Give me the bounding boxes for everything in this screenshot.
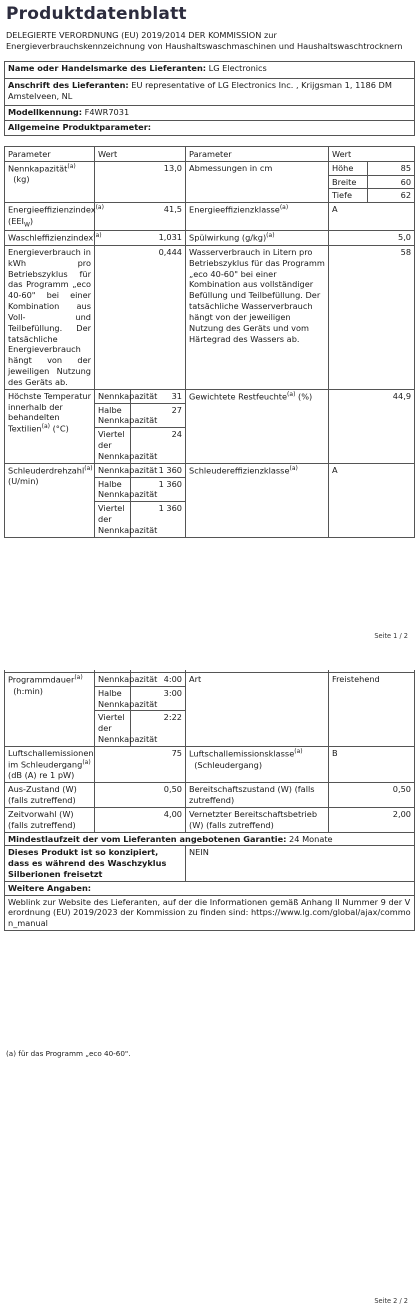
height-label: Höhe xyxy=(329,161,368,175)
noise-class-label-cell: Luftschallemissionsklasse$^{(a)}$ (Schleudergang) xyxy=(186,746,329,782)
rinse-value: 5,0 xyxy=(329,231,415,246)
eei-label-cell: Energieeffizienzindex$^{(a)}$ $(EEI_W)$ xyxy=(5,203,95,231)
depth-value: 62 xyxy=(368,189,415,203)
noise-class-value: B xyxy=(329,746,415,782)
networked-standby-value: 2,00 xyxy=(329,807,415,832)
prog-half-value: 3:00 xyxy=(131,686,186,711)
delay-start-label: Zeitvorwahl (W) (falls zutreffend) xyxy=(5,807,95,832)
silver-ions-label: Dieses Produkt ist so konzipiert, dass es während des Waschzyklus Silberionen freisetzt xyxy=(5,846,186,881)
prog-half-label: Halbe Nennkapazität xyxy=(95,686,131,711)
energy-consumption-value: 0,444 xyxy=(95,245,186,389)
standby-value: 0,50 xyxy=(329,783,415,808)
header-value-1: Wert xyxy=(95,147,186,162)
spin-class-label-cell: Schleudereffizienzklasse$^{(a)}$ xyxy=(186,463,329,537)
height-value: 85 xyxy=(368,161,415,175)
wash-index-value: 1,031 xyxy=(95,231,186,246)
guarantee-value: 24 Monate xyxy=(289,833,333,844)
spin-quarter-label: Viertel der Nennkapazität xyxy=(95,502,131,537)
params-table-page1 xyxy=(4,146,415,538)
further-info-label: Weitere Angaben: xyxy=(5,881,415,895)
type-value: Freistehend xyxy=(329,673,415,747)
noise-label-cell: Luftschallemissionen im Schleudergang$^{(a)}$ (dB (A) re 1 pW) xyxy=(5,746,95,782)
page-number-1: Seite 1 / 2 xyxy=(374,632,408,640)
spin-label-cell: Schleuderdrehzahl$^{(a)}$ (U/min) xyxy=(5,463,95,537)
spin-class-value: A xyxy=(329,463,415,537)
header-param-1: Parameter xyxy=(5,147,95,162)
document-title: Produktdatenblatt xyxy=(6,4,187,24)
spin-half-label: Halbe Nennkapazität xyxy=(95,477,131,502)
eei-value: 41,5 xyxy=(95,203,186,231)
off-mode-value: 0,50 xyxy=(95,783,186,808)
supplier-table xyxy=(4,61,415,136)
depth-label: Tiefe xyxy=(329,189,368,203)
capacity-label-cell: Nennkapazität$^{(a)}$ (kg) xyxy=(5,161,95,202)
model-label: Modellkennung: xyxy=(8,107,83,117)
model-value: F4WR7031 xyxy=(84,107,130,117)
energy-consumption-label: Energieverbrauch in kWh pro Betriebszyklus für das Programm „eco 40-60" bei einer Kombination aus Voll- und Teilbefüllung. Der tatsächliche Energieverbrauch hängt von der jeweiligen Nutzung des Geräts ab. xyxy=(5,245,95,389)
temp-full-label: Nennkapazität xyxy=(95,389,131,403)
header-param-2: Parameter xyxy=(186,147,329,162)
prog-quarter-label: Viertel der Nennkapazität xyxy=(95,711,131,746)
standby-label: Bereitschaftszustand (W) (falls zutreffend) xyxy=(186,783,329,808)
header-value-2: Wert xyxy=(329,147,415,162)
prog-full-value: 4:00 xyxy=(131,673,186,687)
supplier-address-label: Anschrift des Lieferanten: xyxy=(8,80,129,90)
guarantee-cell xyxy=(5,832,415,846)
silver-ions-value: NEIN xyxy=(186,846,415,881)
prog-quarter-value: 2:22 xyxy=(131,711,186,746)
temp-half-label: Halbe Nennkapazität xyxy=(95,403,131,428)
water-consumption-value: 58 xyxy=(329,245,415,389)
footnote: (a) für das Programm „eco 40-60". xyxy=(6,1049,131,1058)
supplier-name-value: LG Electronics xyxy=(208,63,267,73)
type-label: Art xyxy=(186,673,329,747)
water-consumption-label: Wasserverbrauch in Litern pro Betriebszyklus für das Programm „eco 40-60" bei einer Kombination aus vollständiger Befüllung und Teilbefüllung. Der tatsächliche Wasserverbrauch hängt von der jeweiligen Nutzung des Geräts und vom Härtegrad des Wassers ab. xyxy=(186,245,329,389)
temperature-label-cell: Höchste Temperatur innerhalb der behandelten Textilien$^{(a)}$ (°C) xyxy=(5,389,95,463)
capacity-value: 13,0 xyxy=(95,161,186,202)
params-table-page2 xyxy=(4,670,415,931)
energy-class-label-cell: Energieeffizienzklasse$^{(a)}$ xyxy=(186,203,329,231)
guarantee-label: Mindestlaufzeit der vom Lieferanten angebotenen Garantie: xyxy=(8,833,287,844)
supplier-name-label: Name oder Handelsmarke des Lieferanten: xyxy=(8,63,207,73)
page-break xyxy=(0,614,416,670)
wash-index-label-cell: Waschleffizienzindex$^{(a)}$ xyxy=(5,231,95,246)
program-duration-label-cell: Programmdauer$^{(a)}$ (h:min) xyxy=(5,673,95,747)
spin-half-value: 1 360 xyxy=(131,477,186,502)
moisture-label-cell: Gewichtete Restfeuchte$^{(a)}$ (%) xyxy=(186,389,329,463)
spin-quarter-value: 1 360 xyxy=(131,502,186,537)
regulation-text: DELEGIERTE VERORDNUNG (EU) 2019/2014 DER KOMMISSION zur Energieverbrauchskennzeichnung von Haushaltswaschmaschinen und Haushaltswaschtrocknern xyxy=(6,30,403,51)
delay-start-value: 4,00 xyxy=(95,807,186,832)
weblink-text: Weblink zur Website des Lieferanten, auf der die Informationen gemäß Anhang II Nummer 9 der Verordnung (EU) 2019/2023 der Kommission zu finden sind: https://www.lg.com/global/ajax/common_manual xyxy=(5,895,415,930)
temp-quarter-label: Viertel der Nennkapazität xyxy=(95,428,131,463)
spin-full-value: 1 360 xyxy=(131,463,186,477)
dimensions-label: Abmessungen in cm xyxy=(186,161,329,202)
page-number-2: Seite 2 / 2 xyxy=(374,1297,408,1305)
spin-full-label: Nennkapazität xyxy=(95,463,131,477)
temp-quarter-value: 24 xyxy=(131,428,186,463)
supplier-address-value: EU representative of LG Electronics Inc. , Krijgsman 1, 1186 DM Amstelveen, NL xyxy=(8,80,392,101)
temp-half-value: 27 xyxy=(131,403,186,428)
moisture-value: 44,9 xyxy=(329,389,415,463)
general-params-label: Allgemeine Produktparameter: xyxy=(8,122,152,132)
width-value: 60 xyxy=(368,175,415,189)
temp-full-value: 31 xyxy=(131,389,186,403)
networked-standby-label: Vernetzter Bereitschaftsbetrieb (W) (falls zutreffend) xyxy=(186,807,329,832)
energy-class-value: A xyxy=(329,203,415,231)
width-label: Breite xyxy=(329,175,368,189)
off-mode-label: Aus-Zustand (W) (falls zutreffend) xyxy=(5,783,95,808)
rinse-label-cell: Spülwirkung $(g/kg)^{(a)}$ xyxy=(186,231,329,246)
prog-full-label: Nennkapazität xyxy=(95,673,131,687)
noise-value: 75 xyxy=(95,746,186,782)
